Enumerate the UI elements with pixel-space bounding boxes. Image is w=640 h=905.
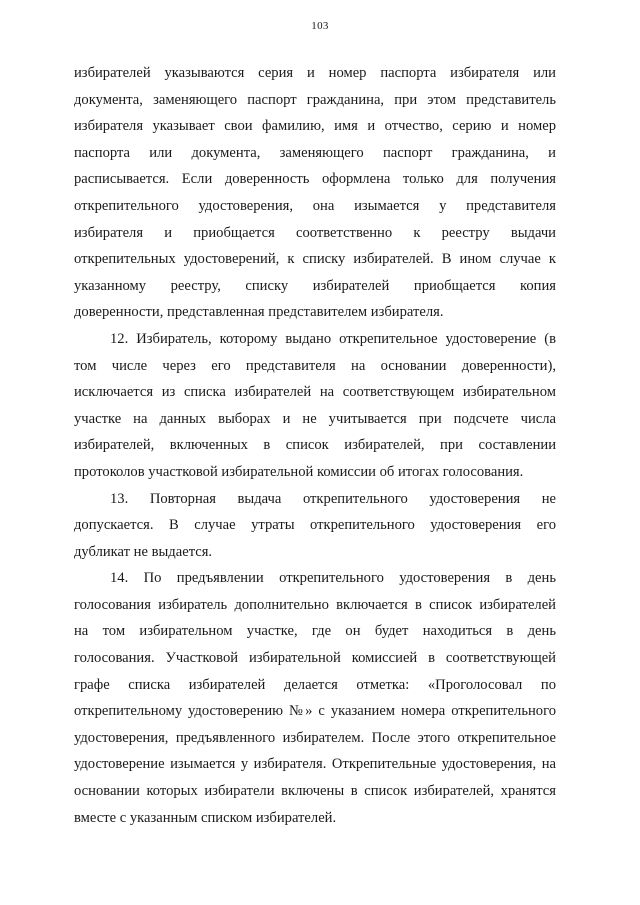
text-line: 14. По предъявлении открепительного удостоверения в день bbox=[110, 570, 556, 587]
text-line: 13. Повторная выдача открепительного удостоверения не bbox=[110, 490, 556, 507]
text-line: 12. Избиратель, которому выдано открепительное удостоверение (в bbox=[110, 330, 556, 347]
text-line: удостоверение изымается у избирателя. Открепительные удостоверения, на bbox=[74, 756, 556, 773]
text-line: документа, заменяющего паспорт гражданина, при этом представитель bbox=[74, 91, 556, 108]
page-number: 103 bbox=[311, 20, 329, 32]
text-line: открепительных удостоверений, к списку избирателей. В ином случае к bbox=[74, 251, 556, 268]
text-line: открепительного удостоверения, она изымается у представителя bbox=[74, 197, 556, 214]
paragraph-12 bbox=[74, 326, 556, 486]
text-line: избирателей указываются серия и номер паспорта избирателя или bbox=[74, 65, 556, 81]
text-line: удостоверения, предъявленного избирателем. После этого открепительное bbox=[74, 729, 556, 746]
text-line: избирателя и приобщается соответственно к реестру выдачи bbox=[74, 224, 556, 241]
text-line: голосования. Участковой избирательной комиссией в соответствующей bbox=[74, 650, 556, 667]
text-line: доверенности, представленная представителем избирателя. bbox=[74, 304, 444, 321]
paragraph-13 bbox=[74, 486, 556, 566]
text-line: исключается из списка избирателей на соответствующем избирательном bbox=[74, 384, 556, 401]
text-line: вместе с указанным списком избирателей. bbox=[74, 809, 337, 826]
text-line: голосования избиратель дополнительно включается в список избирателей bbox=[74, 596, 556, 613]
text-line: участке на данных выборах и не учитывается при подсчете числа bbox=[74, 410, 556, 427]
document-body bbox=[74, 60, 556, 831]
paragraph-1 bbox=[74, 60, 556, 326]
text-line: том числе через его представителя на основании доверенности), bbox=[74, 357, 556, 374]
text-line: протоколов участковой избирательной комиссии об итогах голосования. bbox=[74, 463, 524, 480]
text-line: на том избирательном участке, где он будет находиться в день bbox=[74, 623, 556, 640]
text-line: допускается. В случае утраты открепительного удостоверения его bbox=[74, 517, 556, 534]
text-line: указанному реестру, списку избирателей приобщается копия bbox=[74, 277, 556, 294]
text-line: графе списка избирателей делается отметка: «Проголосовал по bbox=[74, 676, 556, 693]
text-line: расписывается. Если доверенность оформлена только для получения bbox=[74, 171, 556, 188]
text-line: дубликат не выдается. bbox=[74, 543, 213, 560]
text-line: избирателей, включенных в список избирателей, при составлении bbox=[74, 437, 556, 454]
text-line: паспорта или документа, заменяющего паспорт гражданина, и bbox=[74, 144, 556, 161]
text-line: открепительному удостоверению №» с указанием номера открепительного bbox=[74, 703, 556, 720]
paragraph-14 bbox=[74, 565, 556, 831]
text-line: основании которых избиратели включены в список избирателей, хранятся bbox=[74, 783, 556, 800]
text-line: избирателя указывает свои фамилию, имя и отчество, серию и номер bbox=[74, 118, 556, 135]
